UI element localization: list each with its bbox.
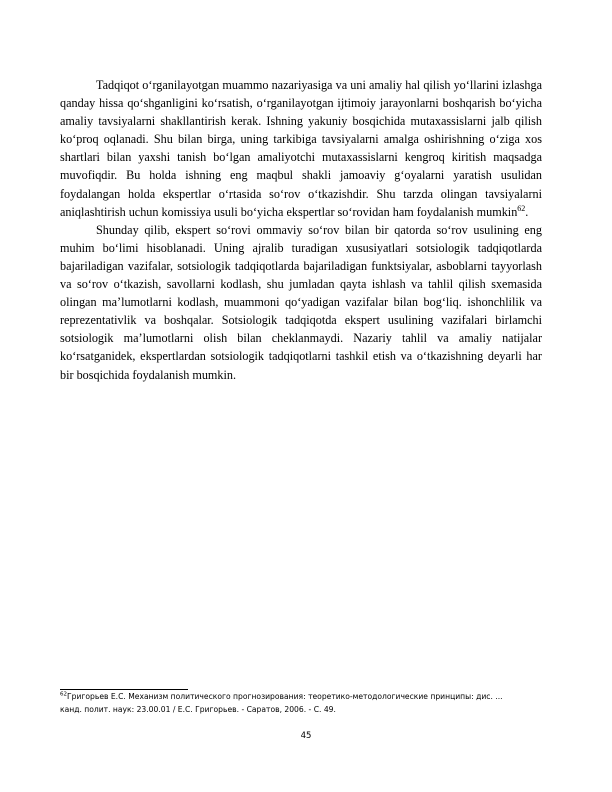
footnote xyxy=(60,691,544,716)
page-number: 45 xyxy=(300,731,312,741)
paragraph-2-text: Shunday qilib, ekspert so‘rovi ommaviy so‘rov bilan bir qatorda so‘rov usulining eng muhim bo‘limi hisoblanadi. Uning ajralib turadigan xususiyatlari sotsiologik tadqiqotlarda bajariladigan vazifalar, sotsiologik tadqiqotlarda bajariladigan funktsiyalar, asboblarni tayyorlash va so‘rov o‘tkazish, savollarni kodlash, shu jumladan qayta ishlash va tahlil qilish sxemasida olingan ma’lumotlarni kodlash, muammoni qo‘yadigan vazifalar bilan bog‘liq. ishonchlilik va reprezentativlik va boshqalar. Sotsiologik tadqiqotda ekspert usulining vazifalari birlamchi sotsiologik ma’lumotlarni olish bilan cheklanmaydi. Nazariy tahlil va amaliy natijalar ko‘rsatganidek, ekspertlardan sotsiologik tadqiqotlarni tashkil etish va o‘tkazishning deyarli har bir bosqichida foydalanish mumkin. xyxy=(60,222,542,382)
paragraph-1-text: Tadqiqot o‘rganilayotgan muammo nazariyasiga va uni amaliy hal qilish yo‘llarini izlashga qanday hissa qo‘shganligini ko‘rsatish, o‘rganilayotgan ijtimoiy jarayonlarni boshqarish bo‘yicha amaliy tavsiyalarni shakllantirish kerak. Ishning yakuniy bosqichida mutaxassislarni jalb qilish ko‘proq oqlanadi. Shu bilan birga, uning tarkibiga tavsiyalarni amalga oshirishning o‘ziga xos shartlari bilan yaxshi tanish bo‘lgan amaliyotchi mutaxassislarni kengroq kiritish maqsadga muvofiqdir. Bu holda ishning eng maqbul shakli jamoaviy g‘oyalarni yaratish usulidan foydalangan holda ekspertlar o‘rtasida so‘rov o‘tkazishdir. Shu tarzda olingan tavsiyalarni aniqlashtirish uchun komissiya usuli bo‘yicha ekspertlar so‘rovidan ham foydalanish mumkin xyxy=(60,78,542,219)
footnote-reference[interactable]: 62 xyxy=(517,203,526,213)
paragraph-1-end: . xyxy=(525,204,529,219)
footnote-text-line-1: Григорьев Е.С. Механизм политического прогнозирования: теоретико-методологические принципы: дис. ... xyxy=(67,692,503,701)
footnote-separator xyxy=(60,689,188,690)
footnote-mark: 62 xyxy=(60,691,67,698)
paragraph-1 xyxy=(60,76,542,221)
footnote-text-line-2: канд. полит. наук: 23.00.01 / Е.С. Григорьев. - Саратов, 2006. - С. 49. xyxy=(60,704,336,714)
footnote-line-1 xyxy=(60,691,544,704)
body-text xyxy=(60,76,542,384)
paragraph-2 xyxy=(60,221,542,384)
